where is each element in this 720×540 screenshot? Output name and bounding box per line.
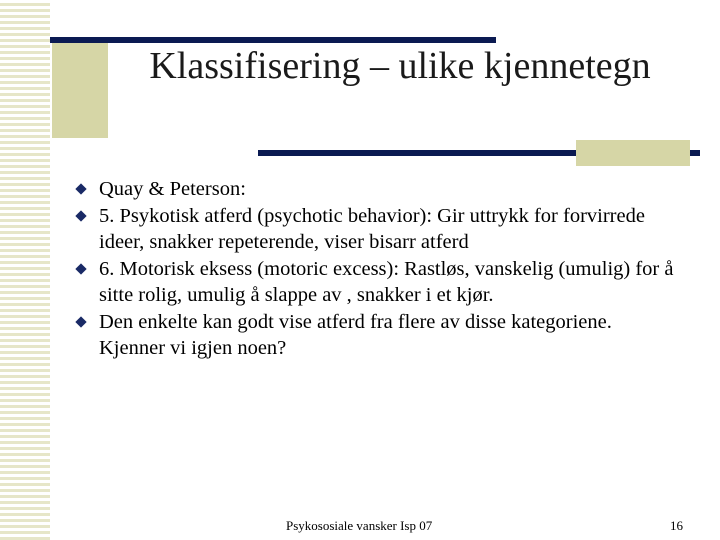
bullet-item [75, 256, 675, 309]
bullet-text: 5. Psykotisk atferd (psychotic behavior): Gir uttrykk for forvirrede ideer, snakker repeterende, viser bisarr atferd [99, 204, 645, 253]
bullet-text: Den enkelte kan godt vise atferd fra flere av disse kategoriene. Kjenner vi igjen noen? [99, 310, 612, 359]
slide-footer [0, 518, 720, 536]
diamond-bullet-icon [75, 183, 86, 194]
bullet-text: Quay & Peterson: [99, 178, 246, 200]
diamond-bullet-icon [75, 263, 86, 274]
bullet-item [75, 203, 675, 256]
bottom-accent-block [576, 140, 690, 166]
bullet-text: 6. Motorisk eksess (motoric excess): Rastløs, vanskelig (umulig) for å sitte rolig, umulig å slappe av , snakker i et kjør. [99, 257, 674, 306]
striped-side-decoration [0, 0, 50, 540]
bullet-item [75, 176, 675, 203]
slide-title: Klassifisering – ulike kjennetegn [149, 45, 651, 87]
bullet-list [75, 176, 675, 362]
page-number: 16 [670, 518, 683, 533]
footer-text: Psykososiale vansker Isp 07 [286, 518, 433, 533]
title-top-rule [50, 37, 496, 43]
diamond-bullet-icon [75, 210, 86, 221]
title-accent-block [52, 38, 108, 138]
bullet-item [75, 309, 675, 362]
diamond-bullet-icon [75, 316, 86, 327]
